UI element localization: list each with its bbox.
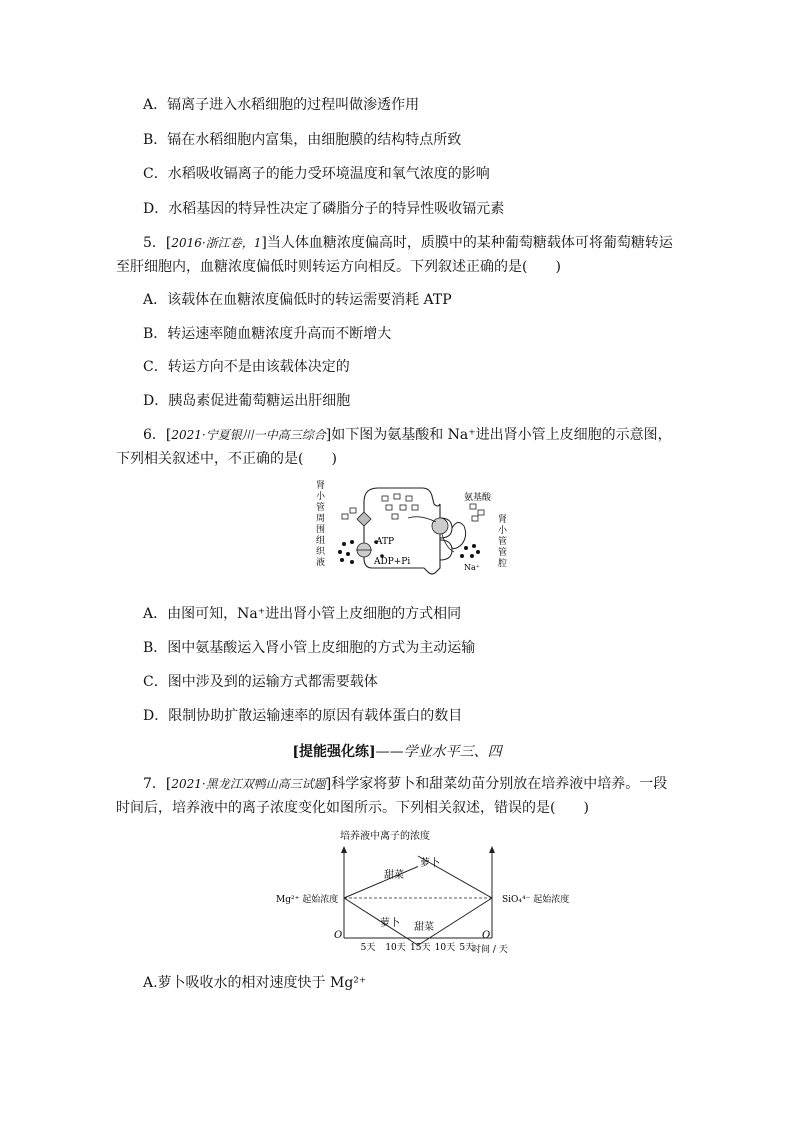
origin-left: O xyxy=(334,930,343,941)
q6-stem-line2: 下列相关叙述中，不正确的是( ) xyxy=(116,451,337,467)
x-tick-labels xyxy=(361,942,474,953)
svg-text:液: 液 xyxy=(316,558,326,568)
amino-acid-squares-right xyxy=(470,504,484,521)
y-axis-left-arrow xyxy=(341,846,347,853)
label-luobo-top: 萝卜 xyxy=(420,858,440,869)
q6-option-d: D．限制协助扩散运输速率的原因有载体蛋白的数目 xyxy=(143,708,463,724)
svg-text:管: 管 xyxy=(316,503,326,513)
x-tick-label: 5天 xyxy=(459,943,475,953)
svg-text:小: 小 xyxy=(316,492,326,502)
q6-option-c: C．图中涉及到的运输方式都需要载体 xyxy=(143,674,378,690)
q7-stem-line1: 7．[2021·黑龙江双鸭山高三试题]科学家将萝卜和甜菜幼苗分别放在培养液中培养。一段 xyxy=(143,776,668,792)
na-dots-right xyxy=(460,544,480,558)
x-tick-label: 10天 xyxy=(385,943,406,953)
q6-stem-line1: 6．[2021·宁夏银川一中高三综合]如下图为氨基酸和 Na⁺进出肾小管上皮细胞的示意图， xyxy=(143,427,672,443)
svg-text:管: 管 xyxy=(498,537,508,547)
chart-xlabel: 时间 / 天 xyxy=(472,945,508,955)
q5-option-d: D．胰岛素促进葡萄糖运出肝细胞 xyxy=(143,393,351,409)
svg-text:周: 周 xyxy=(316,514,326,524)
adp-label: ADP+Pi xyxy=(374,557,411,567)
svg-text:织: 织 xyxy=(316,547,326,557)
q7-stem-line2: 时间后，培养液中的离子浓度变化如图所示。下列相关叙述，错误的是( ) xyxy=(116,800,589,816)
na-label: Na⁺ xyxy=(464,563,480,572)
x-tick-label: 5天 xyxy=(360,943,376,953)
q5-source: 2016·浙江卷，1 xyxy=(171,236,262,250)
left-label-tissue-fluid xyxy=(316,479,326,568)
q4-option-a: A．镉离子进入水稻细胞的过程叫做渗透作用 xyxy=(143,97,420,113)
svg-text:围: 围 xyxy=(316,525,326,535)
atp-label: ATP xyxy=(376,537,395,547)
svg-text:肾: 肾 xyxy=(316,481,326,491)
q5-stem-line2: 至肝细胞内，血糖浓度偏低时则转运方向相反。下列叙述正确的是( ) xyxy=(116,259,561,275)
section-heading: [提能强化练]——学业水平三、四 xyxy=(292,744,502,760)
mg-start-label: Mg²⁺ 起始浓度 xyxy=(276,895,339,905)
label-tiancai-top: 甜菜 xyxy=(384,870,404,881)
amino-acid-squares-inside xyxy=(382,494,418,519)
right-label-tubule-lumen xyxy=(498,513,508,569)
diamond-carrier xyxy=(357,512,371,526)
amino-acid-label: 氨基酸 xyxy=(464,493,492,503)
q4-option-c: C．水稻吸收镉离子的能力受环境温度和氧气浓度的影响 xyxy=(143,166,490,182)
q4-option-b: B．镉在水稻细胞内富集，由细胞膜的结构特点所致 xyxy=(143,132,462,148)
q4-option-d: D．水稻基因的特异性决定了磷脂分子的特异性吸收镉元素 xyxy=(143,201,505,217)
series-line-0 xyxy=(344,867,418,899)
chart-ylabel: 培养液中离子的浓度 xyxy=(340,831,430,842)
svg-text:腔: 腔 xyxy=(498,559,508,569)
q6-option-b: B．图中氨基酸运入肾小管上皮细胞的方式为主动运输 xyxy=(143,640,476,656)
q5-option-c: C．转运方向不是由该载体决定的 xyxy=(143,359,350,375)
ion-concentration-chart xyxy=(272,826,572,958)
q5-option-b: B．转运速率随血糖浓度升高而不断增大 xyxy=(143,326,392,342)
arrow-amino-in xyxy=(408,517,436,522)
label-luobo-bottom: 萝卜 xyxy=(380,918,400,929)
q5-option-a: A．该载体在血糖浓度偏低时的转运需要消耗 ATP xyxy=(143,292,452,308)
svg-text:组: 组 xyxy=(316,536,326,546)
svg-text:管: 管 xyxy=(498,548,508,558)
origin-right: O xyxy=(482,930,491,941)
q5-stem-line1: 5．[2016·浙江卷，1]当人体血糖浓度偏高时，质膜中的某种葡萄糖载体可将葡萄糖转运 xyxy=(143,235,673,251)
svg-text:小: 小 xyxy=(498,526,508,536)
sio4-start-label: SiO₄⁴⁻ 起始浓度 xyxy=(502,895,570,905)
kidney-cell-diagram xyxy=(312,478,512,582)
q6-source: 2021·宁夏银川一中高三综合 xyxy=(171,428,326,442)
q7-option-a: A.萝卜吸收水的相对速度快于 Mg²⁺ xyxy=(143,975,367,991)
label-tiancai-bottom: 甜菜 xyxy=(414,922,434,933)
q7-source: 2021·黑龙江双鸭山高三试题 xyxy=(171,777,326,791)
cotransporter xyxy=(432,518,448,534)
y-axis-right-arrow xyxy=(489,846,495,853)
series-labels xyxy=(380,856,440,933)
x-tick-label: 15天 xyxy=(410,943,431,953)
q6-option-a: A．由图可知，Na⁺进出肾小管上皮细胞的方式相同 xyxy=(143,606,462,622)
svg-text:肾: 肾 xyxy=(498,515,508,525)
na-dots-left xyxy=(338,540,354,564)
amino-acid-squares-left xyxy=(342,508,356,519)
x-tick-label: 10天 xyxy=(434,943,456,953)
